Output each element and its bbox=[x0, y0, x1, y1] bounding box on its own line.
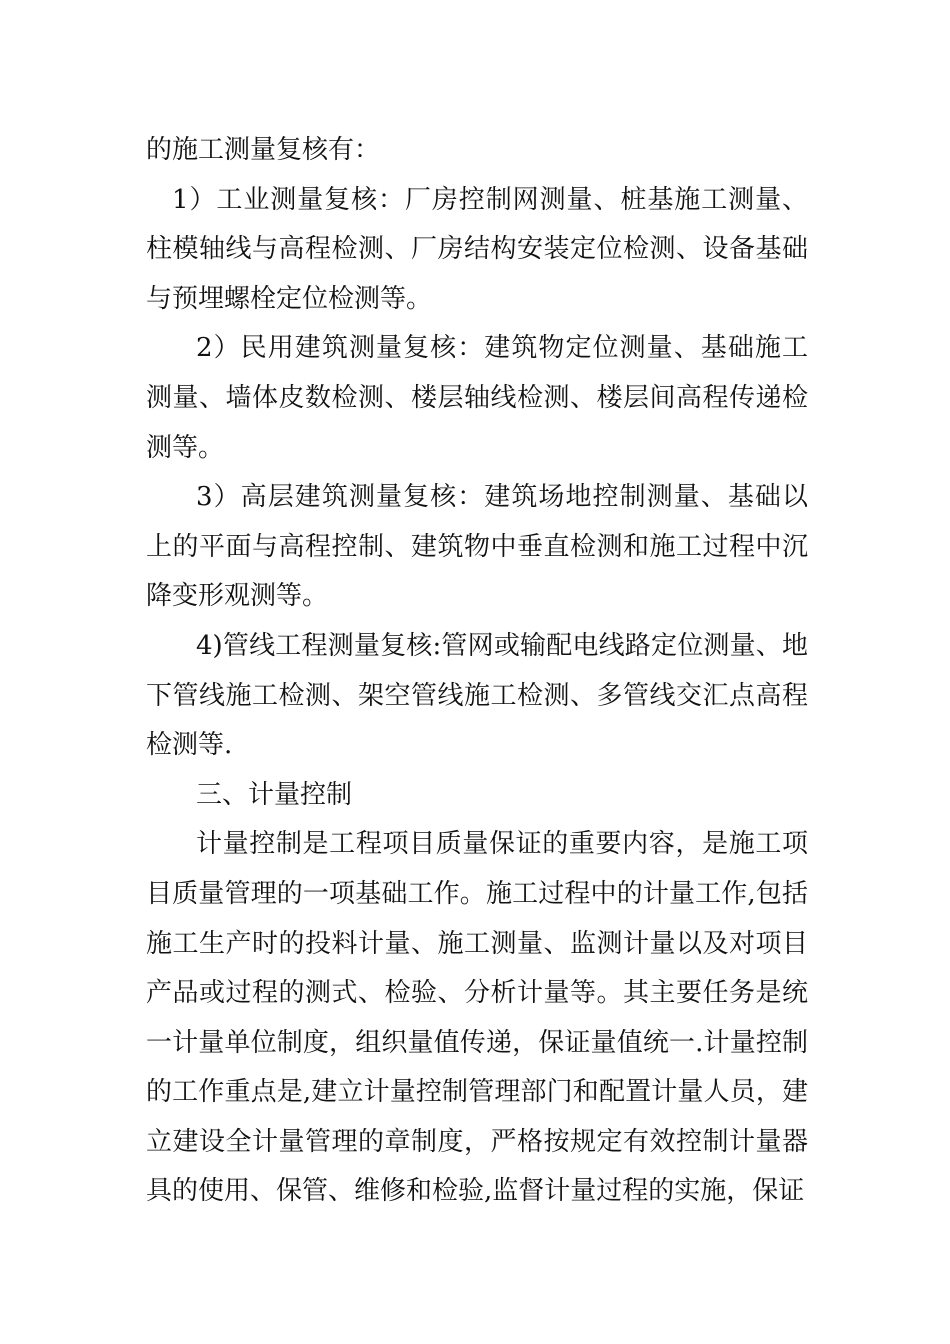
paragraph-high-rise-survey: 3）高层建筑测量复核：建筑场地控制测量、基础以上的平面与高程控制、建筑物中垂直检测和施工过程中沉降变形观测等。 bbox=[146, 482, 808, 612]
section-heading-metrology-control: 三、计量控制 bbox=[196, 779, 353, 810]
paragraph-civil-building-survey: 2）民用建筑测量复核：建筑物定位测量、基础施工测量、墙体皮数检测、楼层轴线检测、楼层间高程传递检测等。 bbox=[146, 333, 808, 463]
paragraph-pipeline-survey: 4)管线工程测量复核:管网或输配电线路定位测量、地下管线施工检测、架空管线施工检测、多管线交汇点高程检测等. bbox=[146, 630, 808, 761]
paragraph-intro: 的施工测量复核有： bbox=[146, 135, 381, 165]
document-body bbox=[146, 126, 808, 1217]
paragraph-industrial-survey: 1）工业测量复核：厂房控制网测量、桩基施工测量、柱模轴线与高程检测、厂房结构安装定位检测、设备基础与预埋螺栓定位检测等。 bbox=[146, 184, 808, 314]
paragraph-metrology-control: 计量控制是工程项目质量保证的重要内容，是施工项目质量管理的一项基础工作。施工过程中的计量工作,包括施工生产时的投料计量、施工测量、监测计量以及对项目产品或过程的测式、检验、分析计量等。其主要任务是统一计量单位制度，组织量值传递，保证量值统一.计量控制的工作重点是,建立计量控制管理部门和配置计量人员，建立建设全计量管理的章制度，严格按规定有效控制计量器具的使用、保管、维修和检验,监督计量过程的实施，保证 bbox=[146, 829, 808, 1207]
